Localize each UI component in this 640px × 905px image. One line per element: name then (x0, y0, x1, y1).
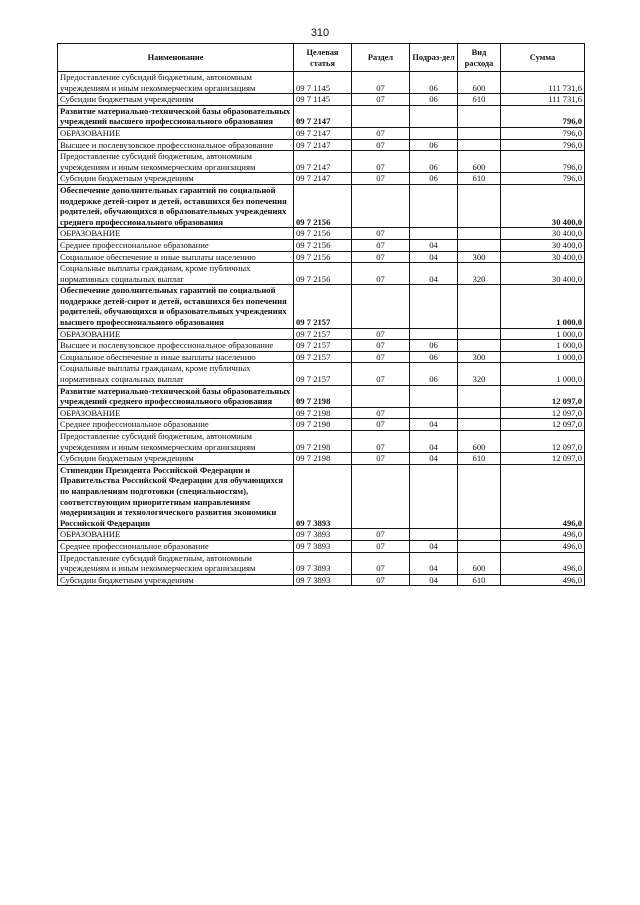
cell-name: Обеспечение дополнительных гарантий по социальной поддержке детей-сирот и детей, оставшихся без попечения родителей, обучающихся и образовательных учреждениях высшего профессионального образования (58, 285, 294, 328)
cell-expense-type (458, 407, 501, 419)
cell-sum: 12 097,0 (501, 453, 585, 465)
header-subsection: Подраз-дел (410, 44, 458, 72)
table-row (58, 529, 585, 541)
cell-name: Среднее профессиональное образование (58, 239, 294, 251)
cell-expense-type (458, 419, 501, 431)
page-number: 310 (310, 27, 330, 39)
table-row (58, 105, 585, 127)
table-row (58, 263, 585, 285)
cell-subsection: 06 (410, 72, 458, 94)
cell-sum: 496,0 (501, 574, 585, 586)
table-row (58, 184, 585, 227)
cell-section: 07 (352, 239, 410, 251)
cell-sum: 796,0 (501, 105, 585, 127)
cell-sum: 12 097,0 (501, 407, 585, 419)
table-row (58, 453, 585, 465)
budget-table (57, 43, 585, 586)
cell-name: Стипендии Президента Российской Федерации и Правительства Российской Федерации для обучающихся по направлениям подготовки (специальностям), соответствующим приоритетным направлениям модернизации и технологического развития экономики Российской Федерации (58, 464, 294, 529)
cell-subsection: 04 (410, 453, 458, 465)
cell-expense-type: 300 (458, 351, 501, 363)
cell-subsection (410, 464, 458, 529)
cell-expense-type (458, 184, 501, 227)
cell-name: ОБРАЗОВАНИЕ (58, 228, 294, 240)
cell-name: Социальное обеспечение и иные выплаты населению (58, 251, 294, 263)
table-row (58, 385, 585, 407)
cell-expense-type (458, 328, 501, 340)
cell-target-article: 09 7 2157 (294, 340, 352, 352)
cell-sum: 111 731,6 (501, 94, 585, 106)
cell-name: Социальное обеспечение и иные выплаты населению (58, 351, 294, 363)
cell-expense-type (458, 239, 501, 251)
cell-section: 07 (352, 552, 410, 574)
cell-sum: 30 400,0 (501, 184, 585, 227)
cell-section: 07 (352, 94, 410, 106)
header-row (58, 44, 585, 72)
cell-section: 07 (352, 127, 410, 139)
cell-section (352, 285, 410, 328)
cell-target-article: 09 7 2198 (294, 431, 352, 453)
cell-name: ОБРАЗОВАНИЕ (58, 127, 294, 139)
cell-name: Субсидии бюджетным учреждениям (58, 453, 294, 465)
cell-target-article: 09 7 3893 (294, 529, 352, 541)
cell-expense-type (458, 540, 501, 552)
cell-target-article: 09 7 2157 (294, 328, 352, 340)
cell-expense-type: 320 (458, 263, 501, 285)
cell-target-article: 09 7 2156 (294, 184, 352, 227)
cell-name: Субсидии бюджетным учреждениям (58, 94, 294, 106)
cell-expense-type (458, 127, 501, 139)
cell-subsection: 06 (410, 363, 458, 385)
cell-section: 07 (352, 139, 410, 151)
cell-sum: 12 097,0 (501, 431, 585, 453)
cell-name: Социальные выплаты гражданам, кроме публичных нормативных социальных выплат (58, 263, 294, 285)
cell-sum: 1 000,0 (501, 340, 585, 352)
cell-sum: 1 000,0 (501, 363, 585, 385)
cell-section: 07 (352, 340, 410, 352)
cell-name: Обеспечение дополнительных гарантий по социальной поддержке детей-сирот и детей, оставшихся без попечения родителей, обучающихся в образовательных учреждениях среднего профессионального образования (58, 184, 294, 227)
cell-section: 07 (352, 351, 410, 363)
cell-sum: 12 097,0 (501, 419, 585, 431)
cell-name: Предоставление субсидий бюджетным, автономным учреждениям и иным некоммерческим организациям (58, 552, 294, 574)
cell-target-article: 09 7 2156 (294, 251, 352, 263)
cell-name: Развитие материально-технической базы образовательных учреждений высшего профессионального образования (58, 105, 294, 127)
table-row (58, 464, 585, 529)
table-row (58, 351, 585, 363)
table-body (58, 72, 585, 586)
cell-section: 07 (352, 453, 410, 465)
cell-sum: 1 000,0 (501, 328, 585, 340)
cell-subsection (410, 285, 458, 328)
cell-section: 07 (352, 72, 410, 94)
cell-expense-type: 600 (458, 431, 501, 453)
cell-sum: 496,0 (501, 464, 585, 529)
cell-target-article: 09 7 3893 (294, 552, 352, 574)
cell-target-article: 09 7 2198 (294, 385, 352, 407)
cell-section: 07 (352, 228, 410, 240)
cell-subsection (410, 328, 458, 340)
cell-name: Среднее профессиональное образование (58, 419, 294, 431)
cell-expense-type: 300 (458, 251, 501, 263)
cell-target-article: 09 7 2147 (294, 139, 352, 151)
cell-section (352, 385, 410, 407)
cell-target-article: 09 7 2157 (294, 363, 352, 385)
table-row (58, 151, 585, 173)
cell-section: 07 (352, 407, 410, 419)
cell-target-article: 09 7 2198 (294, 407, 352, 419)
cell-target-article: 09 7 3893 (294, 464, 352, 529)
cell-subsection (410, 228, 458, 240)
cell-section: 07 (352, 363, 410, 385)
cell-subsection (410, 105, 458, 127)
cell-sum: 12 097,0 (501, 385, 585, 407)
cell-sum: 796,0 (501, 151, 585, 173)
cell-expense-type: 600 (458, 552, 501, 574)
cell-subsection: 04 (410, 419, 458, 431)
cell-expense-type (458, 529, 501, 541)
cell-sum: 30 400,0 (501, 251, 585, 263)
cell-expense-type (458, 340, 501, 352)
cell-subsection: 04 (410, 574, 458, 586)
cell-name: Предоставление субсидий бюджетным, автономным учреждениям и иным некоммерческим организациям (58, 431, 294, 453)
cell-expense-type: 610 (458, 173, 501, 185)
cell-expense-type (458, 464, 501, 529)
cell-section: 07 (352, 251, 410, 263)
header-expense-type: Вид расхода (458, 44, 501, 72)
table-row (58, 552, 585, 574)
table-header (58, 44, 585, 72)
cell-target-article: 09 7 3893 (294, 540, 352, 552)
cell-expense-type: 610 (458, 94, 501, 106)
table-row (58, 540, 585, 552)
cell-section (352, 184, 410, 227)
cell-name: Развитие материально-технической базы образовательных учреждений среднего профессионального образования (58, 385, 294, 407)
cell-target-article: 09 7 2147 (294, 127, 352, 139)
cell-subsection: 04 (410, 552, 458, 574)
cell-sum: 496,0 (501, 552, 585, 574)
table-row (58, 285, 585, 328)
cell-target-article: 09 7 2157 (294, 351, 352, 363)
cell-expense-type: 600 (458, 151, 501, 173)
cell-sum: 1 000,0 (501, 285, 585, 328)
cell-expense-type (458, 105, 501, 127)
table-row (58, 239, 585, 251)
cell-subsection (410, 385, 458, 407)
table-row (58, 173, 585, 185)
cell-subsection: 04 (410, 251, 458, 263)
cell-target-article: 09 7 2147 (294, 151, 352, 173)
table-row (58, 139, 585, 151)
cell-name: ОБРАЗОВАНИЕ (58, 407, 294, 419)
cell-target-article: 09 7 3893 (294, 574, 352, 586)
cell-section (352, 464, 410, 529)
cell-expense-type (458, 285, 501, 328)
cell-target-article: 09 7 2198 (294, 453, 352, 465)
cell-name: Высшее и послевузовское профессиональное образование (58, 139, 294, 151)
cell-sum: 30 400,0 (501, 263, 585, 285)
cell-expense-type: 600 (458, 72, 501, 94)
cell-subsection: 04 (410, 540, 458, 552)
cell-sum: 796,0 (501, 139, 585, 151)
cell-section: 07 (352, 431, 410, 453)
cell-section: 07 (352, 328, 410, 340)
cell-target-article: 09 7 2198 (294, 419, 352, 431)
cell-subsection: 06 (410, 173, 458, 185)
cell-target-article: 09 7 2147 (294, 173, 352, 185)
cell-target-article: 09 7 1145 (294, 94, 352, 106)
cell-section (352, 105, 410, 127)
cell-name: ОБРАЗОВАНИЕ (58, 328, 294, 340)
table-row (58, 228, 585, 240)
table-row (58, 363, 585, 385)
cell-sum: 30 400,0 (501, 239, 585, 251)
cell-name: Предоставление субсидий бюджетным, автономным учреждениям и иным некоммерческим организациям (58, 151, 294, 173)
header-section: Раздел (352, 44, 410, 72)
cell-subsection: 06 (410, 340, 458, 352)
cell-section: 07 (352, 151, 410, 173)
cell-name: Предоставление субсидий бюджетным, автономным учреждениям и иным некоммерческим организациям (58, 72, 294, 94)
cell-expense-type: 610 (458, 574, 501, 586)
cell-expense-type: 610 (458, 453, 501, 465)
cell-subsection: 04 (410, 431, 458, 453)
cell-target-article: 09 7 2147 (294, 105, 352, 127)
cell-subsection (410, 529, 458, 541)
cell-subsection (410, 184, 458, 227)
table-row (58, 127, 585, 139)
cell-section: 07 (352, 574, 410, 586)
cell-sum: 796,0 (501, 173, 585, 185)
cell-sum: 1 000,0 (501, 351, 585, 363)
cell-name: Субсидии бюджетным учреждениям (58, 173, 294, 185)
cell-sum: 496,0 (501, 540, 585, 552)
cell-subsection (410, 407, 458, 419)
cell-expense-type: 320 (458, 363, 501, 385)
cell-sum: 111 731,6 (501, 72, 585, 94)
table-row (58, 419, 585, 431)
cell-name: Социальные выплаты гражданам, кроме публичных нормативных социальных выплат (58, 363, 294, 385)
cell-subsection: 06 (410, 94, 458, 106)
cell-sum: 496,0 (501, 529, 585, 541)
table-row (58, 407, 585, 419)
cell-name: ОБРАЗОВАНИЕ (58, 529, 294, 541)
cell-section: 07 (352, 529, 410, 541)
table-row (58, 431, 585, 453)
cell-section: 07 (352, 419, 410, 431)
cell-expense-type (458, 385, 501, 407)
table-row (58, 340, 585, 352)
table-row (58, 574, 585, 586)
header-target-article: Целевая статья (294, 44, 352, 72)
cell-section: 07 (352, 173, 410, 185)
cell-subsection: 04 (410, 263, 458, 285)
cell-target-article: 09 7 2157 (294, 285, 352, 328)
cell-sum: 796,0 (501, 127, 585, 139)
cell-target-article: 09 7 2156 (294, 239, 352, 251)
table-row (58, 328, 585, 340)
cell-section: 07 (352, 540, 410, 552)
header-name: Наименование (58, 44, 294, 72)
header-sum: Сумма (501, 44, 585, 72)
table-row (58, 251, 585, 263)
cell-subsection: 06 (410, 151, 458, 173)
cell-subsection: 04 (410, 239, 458, 251)
cell-expense-type (458, 139, 501, 151)
cell-subsection: 06 (410, 139, 458, 151)
table-row (58, 94, 585, 106)
cell-target-article: 09 7 1145 (294, 72, 352, 94)
cell-subsection: 06 (410, 351, 458, 363)
cell-sum: 30 400,0 (501, 228, 585, 240)
cell-subsection (410, 127, 458, 139)
cell-name: Субсидии бюджетным учреждениям (58, 574, 294, 586)
cell-target-article: 09 7 2156 (294, 263, 352, 285)
cell-section: 07 (352, 263, 410, 285)
cell-target-article: 09 7 2156 (294, 228, 352, 240)
cell-name: Среднее профессиональное образование (58, 540, 294, 552)
cell-expense-type (458, 228, 501, 240)
cell-name: Высшее и послевузовское профессиональное образование (58, 340, 294, 352)
table-row (58, 72, 585, 94)
